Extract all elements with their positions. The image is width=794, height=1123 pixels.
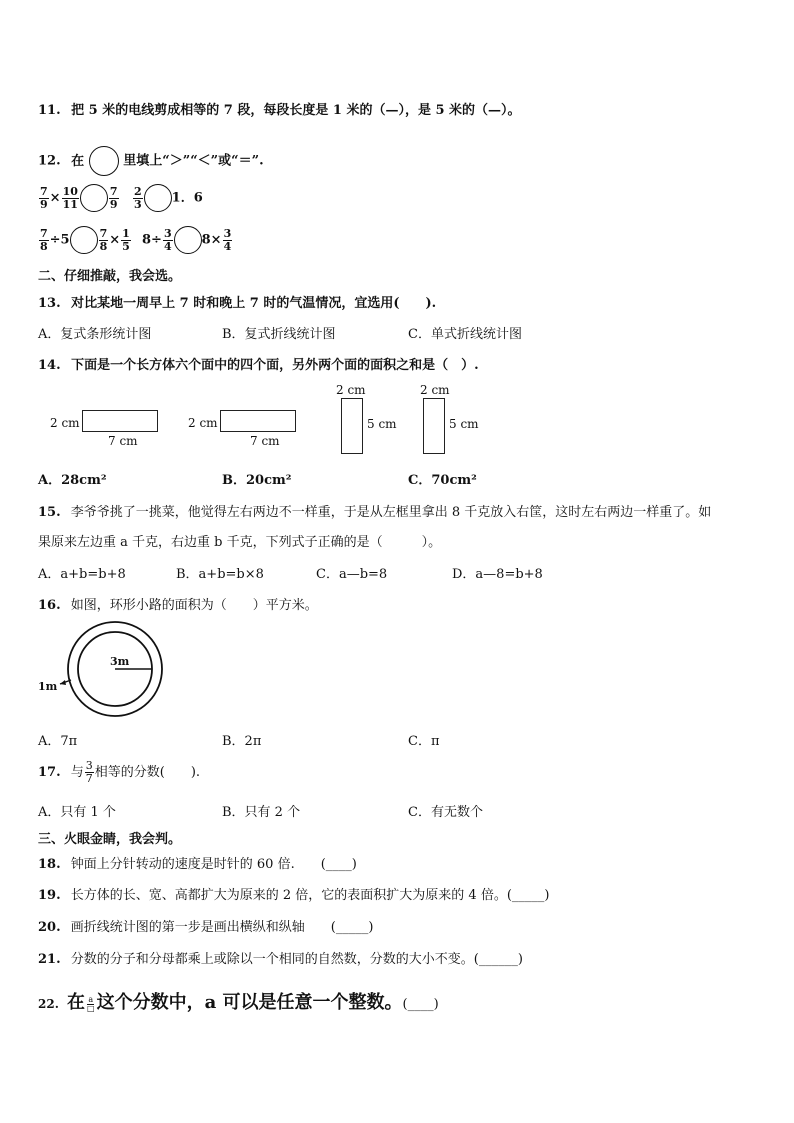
q14-number: 14. <box>38 358 61 373</box>
q22-number: 22. <box>38 997 59 1011</box>
q16-text: 如图，环形小路的面积为（ ）平方米。 <box>70 598 318 613</box>
q20-number: 20. <box>38 920 61 935</box>
q15-option-d[interactable]: D．a—8=b+8 <box>452 567 543 582</box>
section-2-heading: 二、仔细推敲，我会选。 <box>38 269 182 284</box>
q20-text: 画折线统计图的第一步是画出横纵和纵轴 (_____) <box>70 920 374 935</box>
answer-circle[interactable] <box>89 146 119 176</box>
q13-option-c[interactable]: C．单式折线统计图 <box>408 327 522 342</box>
fraction-den: 3 <box>134 197 142 211</box>
question-18 <box>38 853 357 872</box>
face-d-height-label: 5 cm <box>449 417 479 431</box>
q15-line1: 李爷爷挑了一挑菜，他觉得左右两边不一样重，于是从左框里拿出 8 千克放入右筐，这时左右两边一样重了。如 <box>70 505 712 520</box>
question-13 <box>38 292 436 311</box>
question-17 <box>38 760 200 785</box>
compare-circle[interactable] <box>80 184 108 212</box>
q16-option-c[interactable]: C．π <box>408 734 440 749</box>
q22-blank[interactable]: (____) <box>402 997 439 1012</box>
question-21 <box>38 948 523 967</box>
face-a-width-label: 7 cm <box>108 434 138 448</box>
q11-number: 11. <box>38 103 61 118</box>
fraction-num: 2 <box>134 184 142 198</box>
fraction-den: 8 <box>99 239 108 253</box>
fraction-den: 5 <box>122 239 130 253</box>
q22-post: 这个分数中，a 可以是任意一个整数。 <box>96 992 403 1013</box>
face-c-width-label: 2 cm <box>336 383 366 397</box>
q15-option-b[interactable]: B．a+b=b×8 <box>176 567 264 582</box>
question-22 <box>38 988 439 1014</box>
fraction-den: □ <box>87 1004 95 1013</box>
face-b-height-label: 2 cm <box>188 416 218 430</box>
operator: × <box>109 232 121 248</box>
operator: × <box>49 190 61 206</box>
q13-number: 13. <box>38 296 61 311</box>
q17-post: 相等的分数( ). <box>94 765 201 780</box>
fraction-num: a <box>88 995 94 1004</box>
fraction-num: 3 <box>163 226 172 240</box>
q16-option-b[interactable]: B．2π <box>222 734 262 749</box>
inner-radius-label: 3m <box>110 655 130 668</box>
q13-option-b[interactable]: B．复式折线统计图 <box>222 327 336 342</box>
q12-number: 12. <box>38 153 61 169</box>
q15-line2: 果原来左边重 a 千克，右边重 b 千克，下列式子正确的是（ ）。 <box>38 535 442 550</box>
q18-number: 18. <box>38 857 61 872</box>
fraction-den: 4 <box>163 239 172 253</box>
q12-row2-left <box>38 226 132 254</box>
q17-number: 17. <box>38 765 61 780</box>
q11-text: 把 5 米的电线剪成相等的 7 段，每段长度是 1 米的（—），是 5 米的（—）。 <box>71 103 521 118</box>
question-16 <box>38 594 318 613</box>
face-b-width-label: 7 cm <box>250 434 280 448</box>
question-14 <box>38 354 479 373</box>
operator: 8× <box>201 232 222 248</box>
face-a-rectangle <box>82 410 158 432</box>
fraction-num: 10 <box>62 184 78 198</box>
q12-pre: 在 <box>71 153 85 169</box>
q17-option-a[interactable]: A．只有 1 个 <box>38 805 116 820</box>
q17-option-c[interactable]: C．有无数个 <box>408 805 483 820</box>
question-20 <box>38 916 373 935</box>
fraction-den: 11 <box>62 197 78 211</box>
q22-pre: 在 <box>67 992 86 1013</box>
value: 1．6 <box>171 190 203 206</box>
fraction-den: 9 <box>40 197 48 211</box>
face-c-height-label: 5 cm <box>367 417 397 431</box>
q21-number: 21. <box>38 952 61 967</box>
compare-circle[interactable] <box>144 184 172 212</box>
face-b-rectangle <box>220 410 296 432</box>
q14-text: 下面是一个长方体六个面中的四个面，另外两个面的面积之和是（ ）. <box>71 358 479 373</box>
q12-row1-left <box>38 184 120 212</box>
q12-row1-right <box>132 184 203 212</box>
fraction-num: 3 <box>223 226 232 240</box>
face-c-rectangle <box>341 398 363 454</box>
q19-text: 长方体的长、宽、高都扩大为原来的 2 倍，它的表面积扩大为原来的 4 倍。(_____) <box>70 888 550 903</box>
q16-option-a[interactable]: A．7π <box>38 734 78 749</box>
fraction-num: 7 <box>99 226 108 240</box>
fraction-den: 4 <box>223 239 232 253</box>
q14-option-b[interactable]: B．20cm² <box>222 473 292 488</box>
fraction-num: 1 <box>122 226 130 240</box>
fraction-den: 9 <box>109 197 118 211</box>
compare-circle[interactable] <box>174 226 202 254</box>
question-11 <box>38 99 521 118</box>
q13-text: 对比某地一周早上 7 时和晚上 7 时的气温情况，宜选用( ). <box>71 296 437 311</box>
fraction-num: 7 <box>40 184 48 198</box>
q15-option-a[interactable]: A．a+b=b+8 <box>38 567 126 582</box>
face-d-rectangle <box>423 398 445 454</box>
face-a-height-label: 2 cm <box>50 416 80 430</box>
q16-number: 16. <box>38 598 61 613</box>
compare-circle[interactable] <box>70 226 98 254</box>
q12-row2-right <box>142 226 233 254</box>
q21-text: 分数的分子和分母都乘上或除以一个相同的自然数，分数的大小不变。(______) <box>70 952 523 967</box>
operator: 8÷ <box>142 232 162 248</box>
fraction-num: 7 <box>109 184 118 198</box>
q14-option-c[interactable]: C．70cm² <box>408 473 477 488</box>
fraction-num: 7 <box>40 226 48 240</box>
fraction-den: 8 <box>40 239 48 253</box>
question-12 <box>38 146 264 176</box>
q17-option-b[interactable]: B．只有 2 个 <box>222 805 301 820</box>
q13-option-a[interactable]: A．复式条形统计图 <box>38 327 152 342</box>
fraction-num: 3 <box>85 759 93 772</box>
fraction-den: 7 <box>85 772 93 785</box>
q12-instruction: 里填上“＞”“＜”或“＝”. <box>123 153 264 169</box>
question-19 <box>38 884 549 903</box>
ring-diagram <box>36 618 166 718</box>
q15-option-c[interactable]: C．a—b=8 <box>316 567 388 582</box>
q19-number: 19. <box>38 888 61 903</box>
face-d-width-label: 2 cm <box>420 383 450 397</box>
q17-pre: 与 <box>70 765 84 780</box>
question-15 <box>38 501 711 520</box>
section-3-heading: 三、火眼金睛，我会判。 <box>38 832 182 847</box>
q18-text: 钟面上分针转动的速度是时针的 60 倍. (____) <box>70 857 357 872</box>
q14-option-a[interactable]: A．28cm² <box>38 473 107 488</box>
q15-number: 15. <box>38 505 61 520</box>
operator: ÷5 <box>49 232 70 248</box>
ring-width-label: 1m <box>38 680 58 693</box>
